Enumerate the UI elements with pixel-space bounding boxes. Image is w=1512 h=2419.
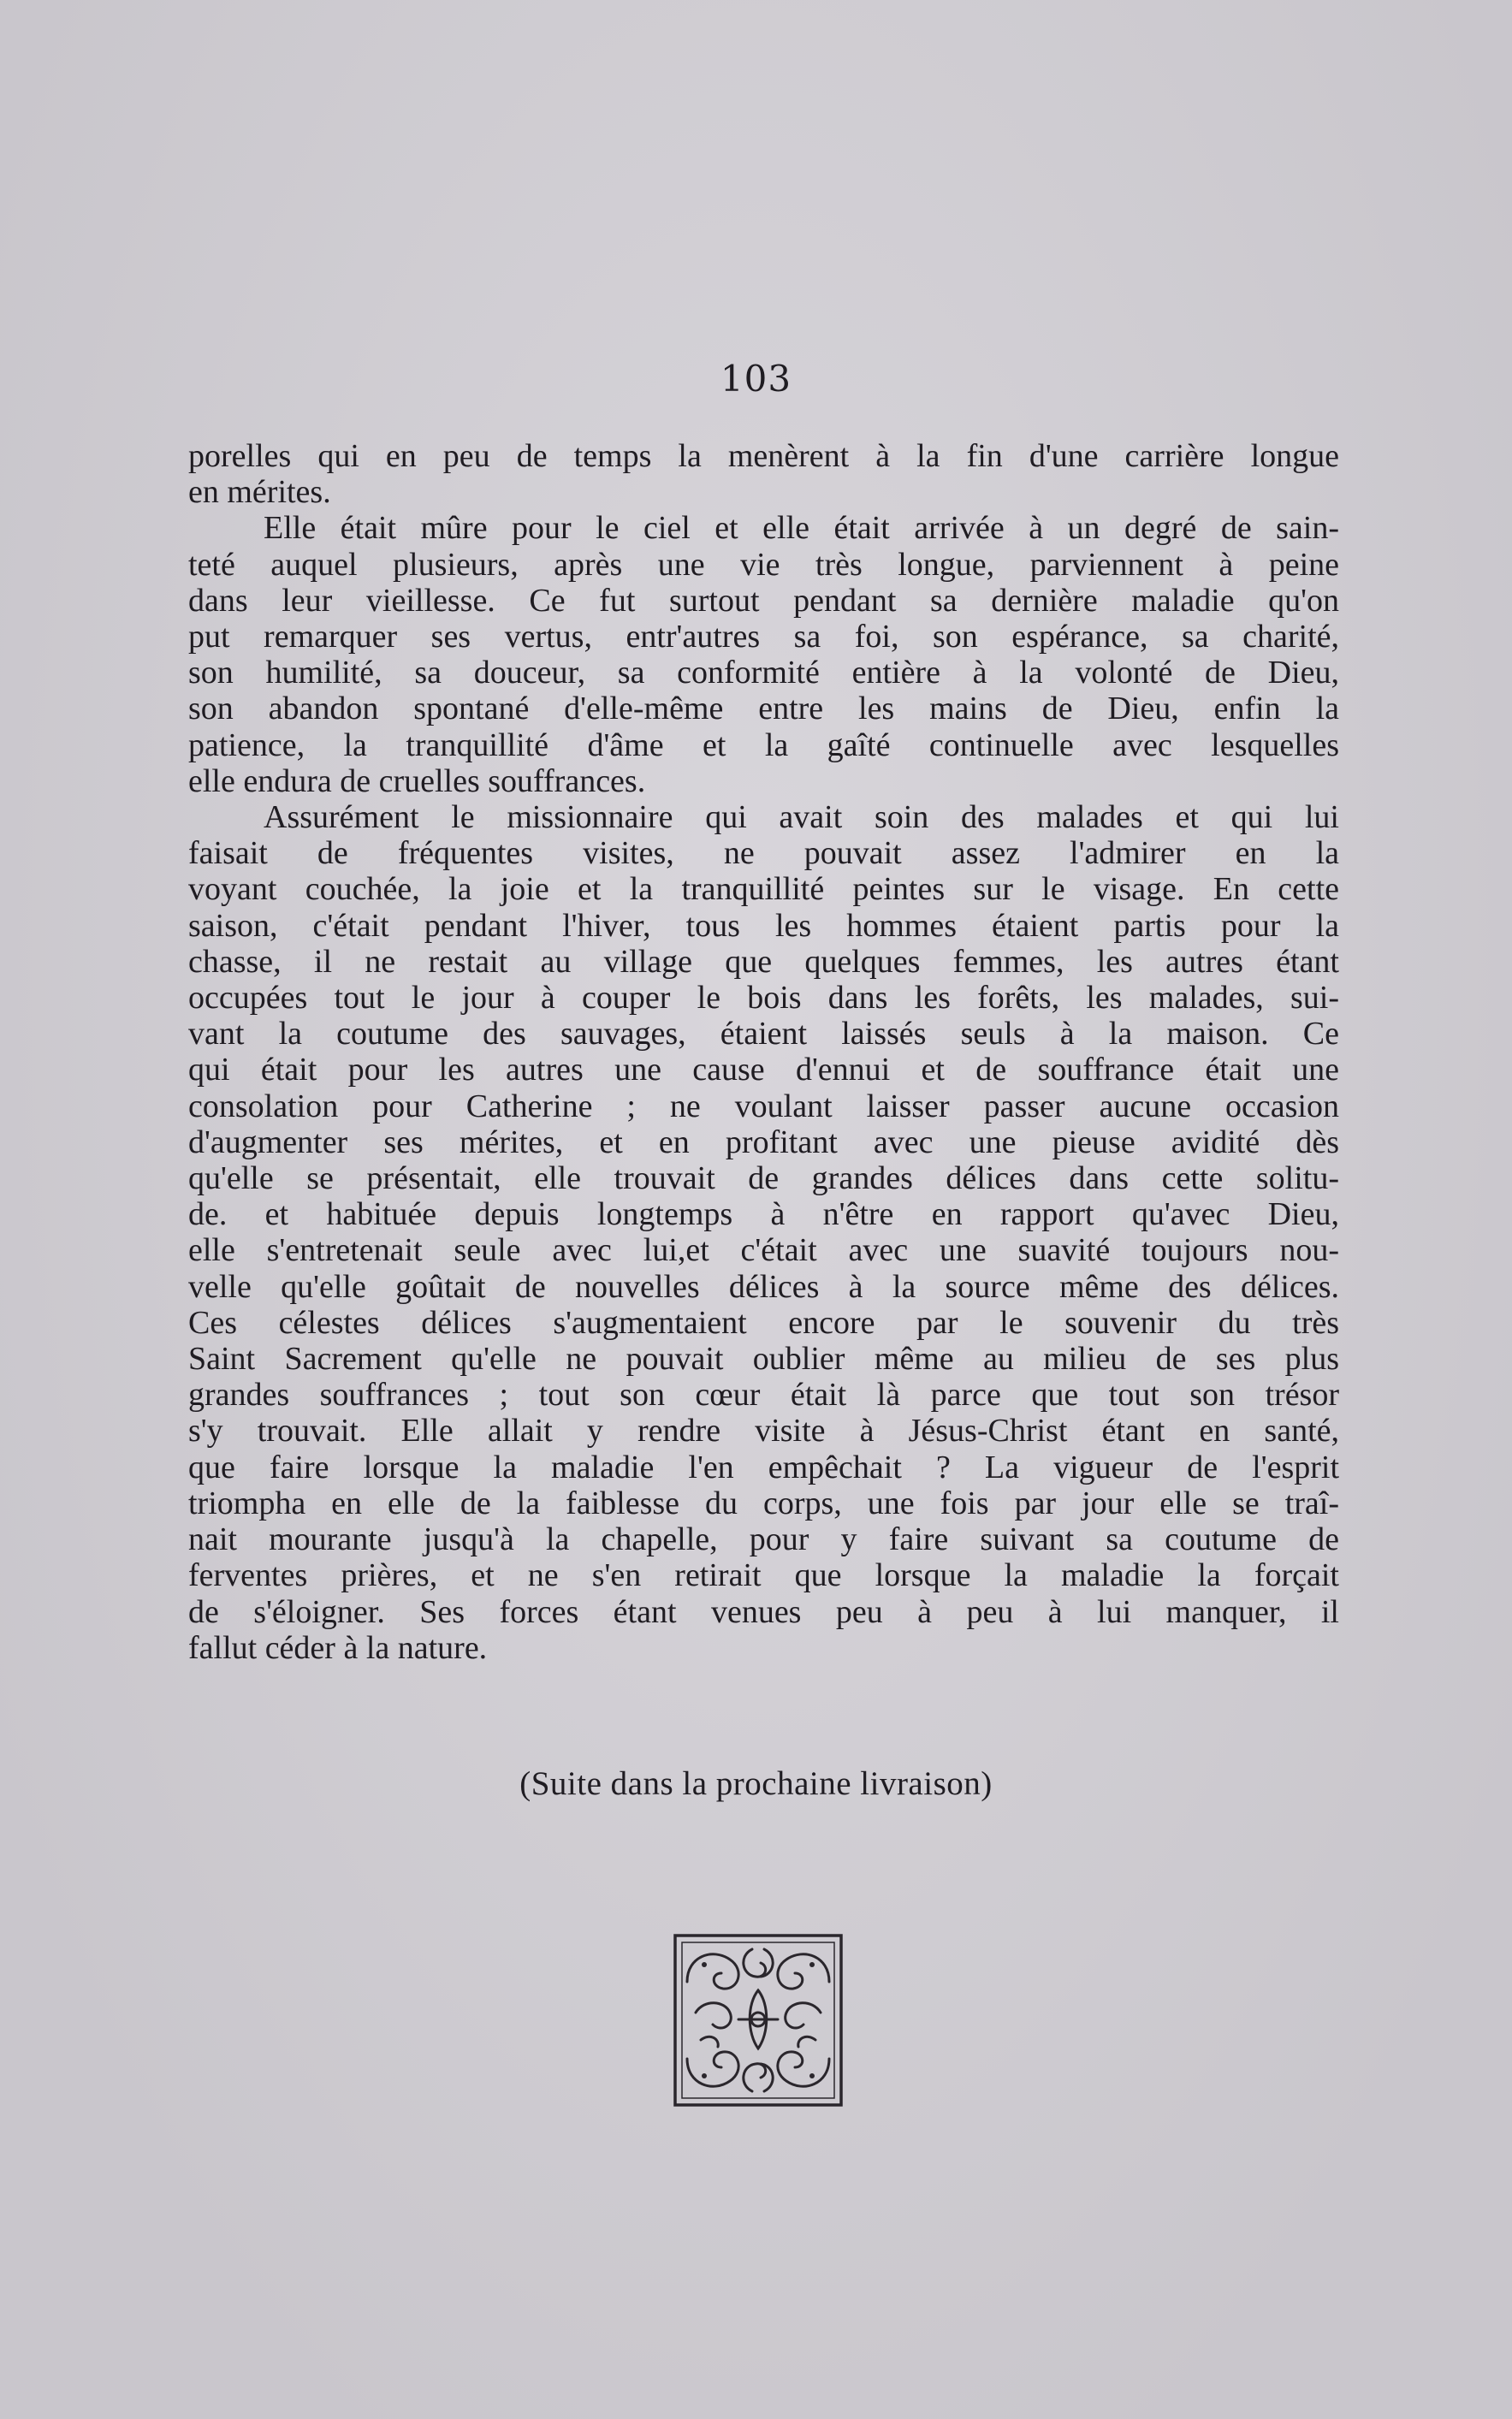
text-line: nait mourante jusqu'à la chapelle, pour y faire suivant sa coutume de — [188, 1521, 1339, 1558]
floral-ornament-icon — [670, 1930, 846, 2110]
text-line: de. et habituée depuis longtemps à n'être en rapport qu'avec Dieu, — [188, 1196, 1339, 1233]
text-line: teté auquel plusieurs, après une vie très longue, parviennent à peine — [188, 546, 1339, 583]
text-line: son humilité, sa douceur, sa conformité entière à la volonté de Dieu, — [188, 655, 1339, 691]
text-line: de s'éloigner. Ses forces étant venues peu à peu à lui manquer, il — [188, 1593, 1339, 1630]
text-line: Ces célestes délices s'augmentaient encore par le souvenir du très — [188, 1304, 1339, 1341]
text-line: Saint Sacrement qu'elle ne pouvait oublier même au milieu de ses plus — [188, 1341, 1339, 1378]
text-line: vant la coutume des sauvages, étaient laissés seuls à la maison. Ce — [188, 1016, 1339, 1052]
text-line: fallut céder à la nature. — [188, 1629, 488, 1666]
text-line: occupées tout le jour à couper le bois dans les forêts, les malades, sui- — [188, 980, 1339, 1017]
text-line: qu'elle se présentait, elle trouvait de grandes délices dans cette solitu- — [188, 1160, 1339, 1197]
text-line: faisait de fréquentes visites, ne pouvait assez l'admirer en la — [188, 835, 1339, 872]
text-line: en mérites. — [188, 474, 331, 511]
text-line: ferventes prières, et ne s'en retirait que lorsque la maladie la forçait — [188, 1557, 1339, 1594]
text-line: dans leur vieillesse. Ce fut surtout pendant sa dernière maladie qu'on — [188, 582, 1339, 619]
text-line: d'augmenter ses mérites, et en profitant avec une pieuse avidité dès — [188, 1124, 1339, 1160]
body-text — [188, 438, 1339, 1666]
text-line: triompha en elle de la faiblesse du corps, une fois par jour elle se traî- — [188, 1485, 1339, 1521]
text-line: chasse, il ne restait au village que quelques femmes, les autres étant — [188, 943, 1339, 980]
text-line: elle endura de cruelles souffrances. — [188, 762, 646, 799]
text-line: patience, la tranquillité d'âme et la gaîté continuelle avec lesquelles — [188, 726, 1339, 763]
text-line: grandes souffrances ; tout son cœur était là parce que tout son trésor — [188, 1377, 1339, 1414]
text-line: Elle était mûre pour le ciel et elle était arrivée à un degré de sain- — [264, 510, 1339, 547]
text-line: saison, c'était pendant l'hiver, tous les hommes étaient partis pour la — [188, 907, 1339, 944]
text-line: porelles qui en peu de temps la menèrent à la fin d'une carrière longue — [188, 438, 1339, 474]
text-line: voyant couchée, la joie et la tranquillité peintes sur le visage. En cette — [188, 871, 1339, 908]
text-line: s'y trouvait. Elle allait y rendre visite à Jésus-Christ étant en santé, — [188, 1413, 1339, 1450]
text-line: consolation pour Catherine ; ne voulant laisser passer aucune occasion — [188, 1088, 1339, 1124]
text-line: elle s'entretenait seule avec lui,et c'était avec une suavité toujours nou- — [188, 1232, 1339, 1269]
text-line: Assurément le missionnaire qui avait soin des malades et qui lui — [264, 799, 1339, 836]
text-line: velle qu'elle goûtait de nouvelles délices à la source même des délices. — [188, 1268, 1339, 1305]
text-line: qui était pour les autres une cause d'ennui et de souffrance était une — [188, 1052, 1339, 1088]
page-number: 103 — [720, 358, 792, 400]
text-line: que faire lorsque la maladie l'en empêchait ? La vigueur de l'esprit — [188, 1449, 1339, 1485]
text-line: put remarquer ses vertus, entr'autres sa foi, son espérance, sa charité, — [188, 619, 1339, 655]
continued-note: (Suite dans la prochaine livraison) — [519, 1765, 993, 1802]
text-line: son abandon spontané d'elle-même entre les mains de Dieu, enfin la — [188, 691, 1339, 727]
